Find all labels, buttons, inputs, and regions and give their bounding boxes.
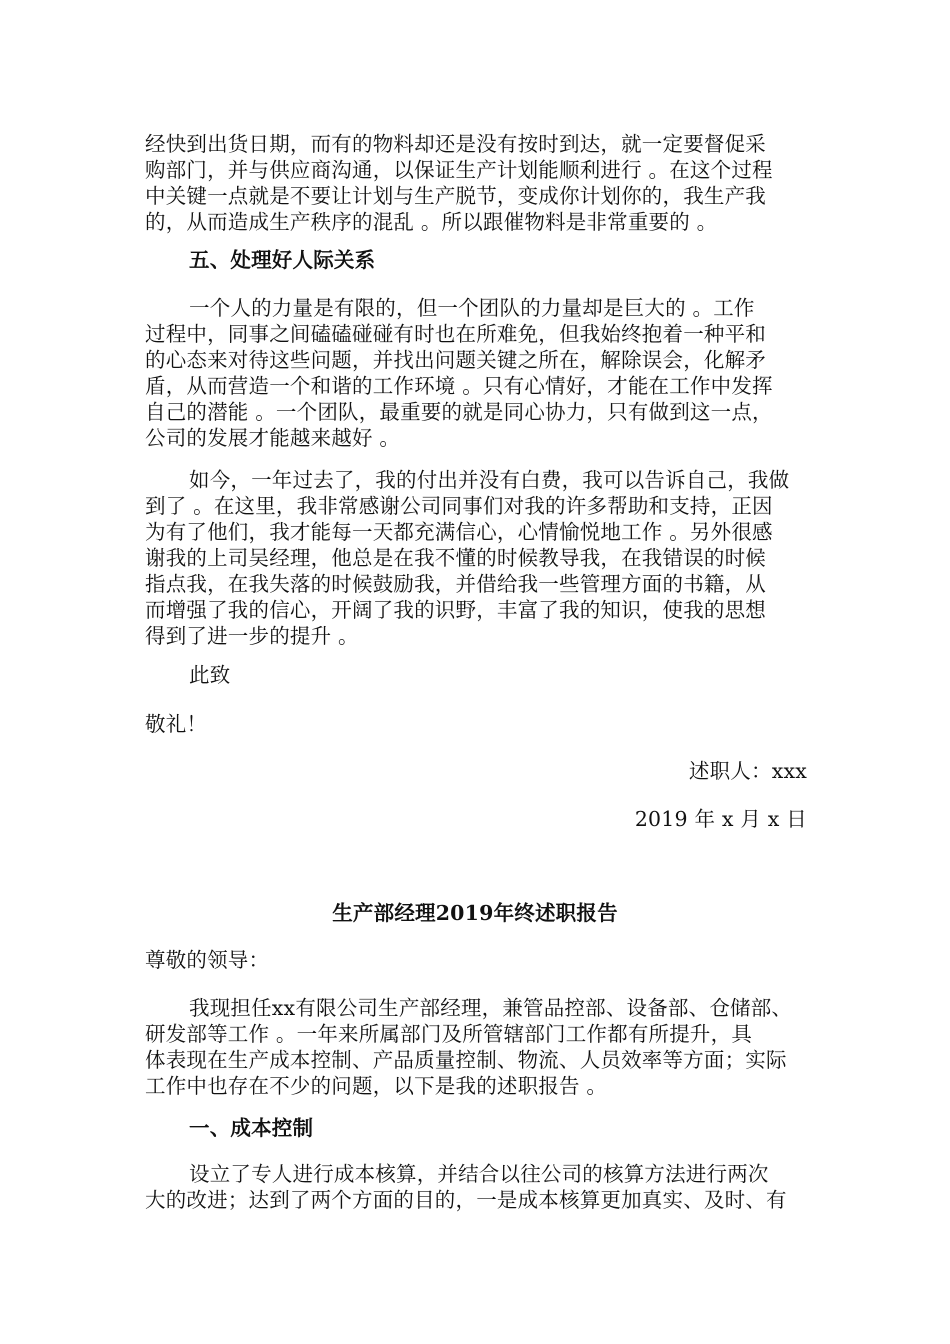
paragraph-line: 一个人的力量是有限的，但一个团队的力量却是巨大的 。工作 — [189, 296, 755, 320]
paragraph-line: 设立了专人进行成本核算，并结合以往公司的核算方法进行两次 — [189, 1162, 769, 1186]
paragraph-line: 的心态来对待这些问题，并找出问题关键之所在，解除误会，化解矛 — [145, 348, 766, 372]
paragraph-line: 中关键一点就是不要让计划与生产脱节，变成你计划你的，我生产我 — [145, 184, 766, 208]
paragraph-line: 指点我，在我失落的时候鼓励我，并借给我一些管理方面的书籍，从 — [145, 572, 766, 596]
paragraph-line: 自己的潜能 。一个团队，最重要的就是同心协力，只有做到这一点， — [145, 400, 773, 424]
closing-regards: 敬礼！ — [145, 712, 208, 736]
paragraph-line: 经快到出货日期，而有的物料却还是没有按时到达，就一定要督促采 — [145, 132, 766, 156]
paragraph-line: 工作中也存在不少的问题，以下是我的述职报告 。 — [145, 1074, 608, 1098]
paragraph-line: 我现担任xx有限公司生产部经理，兼管品控部、设备部、仓储部、 — [189, 996, 793, 1020]
signature-date: 2019 年 x 月 x 日 — [634, 807, 807, 831]
paragraph-line: 体表现在生产成本控制、产品质量控制、物流、人员效率等方面；实际 — [145, 1048, 787, 1072]
paragraph-line: 谢我的上司吴经理，他总是在我不懂的时候教导我，在我错误的时候 — [145, 546, 766, 570]
paragraph-line: 为有了他们，我才能每一天都充满信心，心情愉悦地工作 。另外很感 — [145, 520, 773, 544]
signature-name: 述职人：xxx — [688, 759, 807, 783]
greeting: 尊敬的领导： — [145, 948, 270, 972]
paragraph-line: 的，从而造成生产秩序的混乱 。所以跟催物料是非常重要的 。 — [145, 210, 718, 234]
section-heading: 五、处理好人际关系 — [189, 248, 376, 272]
section-heading: 一、成本控制 — [189, 1116, 314, 1140]
report-title: 生产部经理2019年终述职报告 — [332, 901, 618, 925]
paragraph-line: 公司的发展才能越来越好 。 — [145, 426, 401, 450]
paragraph-line: 研发部等工作 。一年来所属部门及所管辖部门工作都有所提升，具 — [145, 1022, 753, 1046]
paragraph-line: 购部门，并与供应商沟通，以保证生产计划能顺利进行 。在这个过程 — [145, 158, 773, 182]
paragraph-line: 到了 。在这里，我非常感谢公司同事们对我的许多帮助和支持，正因 — [145, 494, 773, 518]
paragraph-line: 而增强了我的信心，开阔了我的识野，丰富了我的知识，使我的思想 — [145, 598, 766, 622]
paragraph-line: 大的改进；达到了两个方面的目的，一是成本核算更加真实、及时、有 — [145, 1188, 787, 1212]
paragraph-line: 过程中，同事之间磕磕碰碰有时也在所难免，但我始终抱着一种平和 — [145, 322, 766, 346]
paragraph-line: 得到了进一步的提升 。 — [145, 624, 359, 648]
paragraph-line: 盾，从而营造一个和谐的工作环境 。只有心情好，才能在工作中发挥 — [145, 374, 773, 398]
closing-salutation: 此致 — [189, 663, 231, 687]
paragraph-line: 如今，一年过去了，我的付出并没有白费，我可以告诉自己，我做 — [189, 468, 790, 492]
